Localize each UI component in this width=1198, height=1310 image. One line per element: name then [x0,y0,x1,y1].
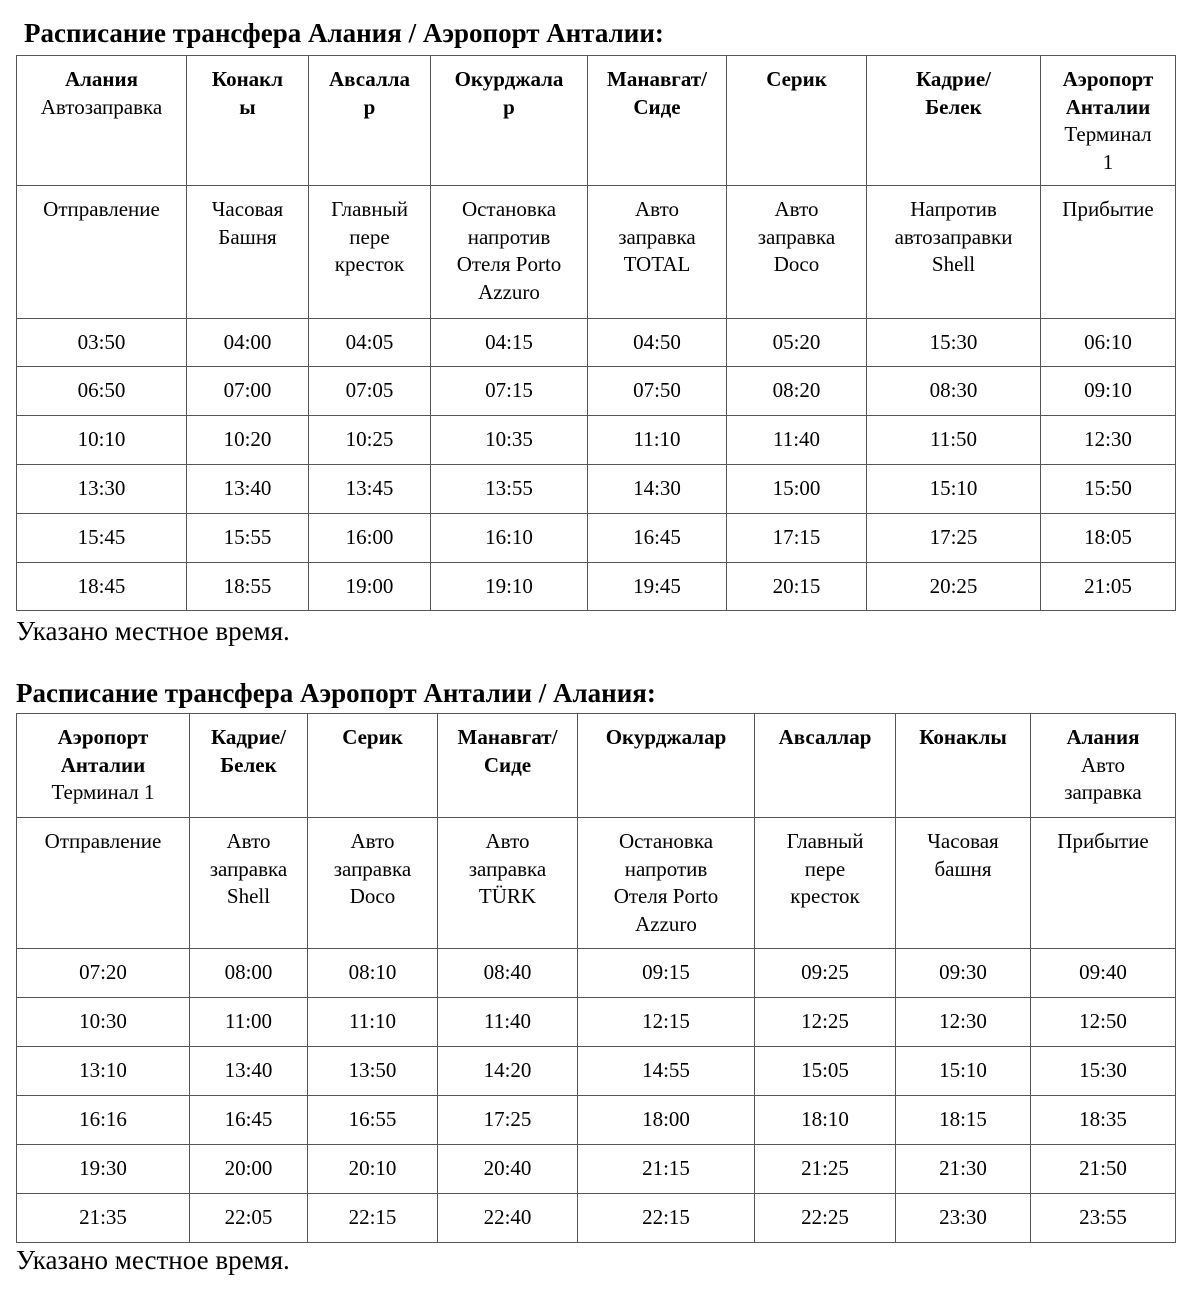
stop-cell [431,186,588,319]
column-header-name: Кадрие/ Белек [210,725,286,777]
column-header [187,56,309,186]
time-cell: 11:00 [190,998,308,1047]
time-cell: 05:20 [727,319,867,367]
stop-cell [1031,818,1176,949]
time-cell: 22:40 [438,1194,578,1243]
column-header [438,714,578,818]
schedule-title: Расписание трансфера Аэропорт Анталии / Алания: [16,678,656,708]
time-cell: 12:50 [1031,998,1176,1047]
time-cell: 21:35 [17,1194,190,1243]
column-header [1031,714,1176,818]
column-header-name: Алания [64,67,138,91]
stop-cell [1041,186,1176,319]
local-time-note: Указано местное время. [16,1245,290,1275]
time-cell: 19:10 [431,563,588,611]
time-cell: 20:25 [867,563,1041,611]
table-row [17,416,1176,465]
column-header-name: Серик [766,67,827,91]
time-cell: 15:55 [187,514,309,563]
time-cell: 09:15 [578,949,755,998]
time-cell: 15:05 [755,1047,896,1096]
column-header-sub: Терминал 1 [1064,122,1152,174]
time-cell: 22:05 [190,1194,308,1243]
time-cell: 20:40 [438,1145,578,1194]
table-row [17,465,1176,514]
stop-cell [867,186,1041,319]
time-cell: 11:50 [867,416,1041,465]
time-cell: 15:10 [867,465,1041,514]
column-header-name: Авсаллар [778,725,872,749]
stop-label: Авто заправка TOTAL [618,197,696,276]
stop-label: Прибытие [1057,829,1149,853]
table-row [17,367,1176,416]
stop-cell [309,186,431,319]
time-cell: 08:00 [190,949,308,998]
time-cell: 20:10 [308,1145,438,1194]
time-cell: 10:10 [17,416,187,465]
time-cell: 16:16 [17,1096,190,1145]
time-cell: 13:50 [308,1047,438,1096]
time-cell: 16:45 [190,1096,308,1145]
time-cell: 15:30 [867,319,1041,367]
time-cell: 22:15 [578,1194,755,1243]
time-cell: 04:50 [588,319,727,367]
stop-label: Главный пере кресток [331,197,408,276]
time-cell: 12:30 [896,998,1031,1047]
time-cell: 11:10 [308,998,438,1047]
time-cell: 22:15 [308,1194,438,1243]
stop-cell [755,818,896,949]
time-cell: 15:00 [727,465,867,514]
stop-label: Авто заправка TÜRK [468,829,547,908]
table-row [17,1047,1176,1096]
stop-cell [727,186,867,319]
time-cell: 21:50 [1031,1145,1176,1194]
column-header [867,56,1041,186]
column-header-name: Манавгат/ Сиде [607,67,707,119]
time-cell: 15:10 [896,1047,1031,1096]
time-cell: 07:15 [431,367,588,416]
time-cell: 10:20 [187,416,309,465]
column-header-sub: Авто заправка [1064,752,1142,804]
column-header-name: Авсалла р [328,67,411,119]
time-cell: 15:30 [1031,1047,1176,1096]
table-row [17,1194,1176,1243]
column-header-name: Аэропорт Анталии [57,725,149,777]
time-cell: 13:30 [17,465,187,514]
time-cell: 13:40 [187,465,309,514]
time-cell: 09:25 [755,949,896,998]
time-cell: 10:35 [431,416,588,465]
time-cell: 04:15 [431,319,588,367]
column-header [727,56,867,186]
time-cell: 17:25 [438,1096,578,1145]
time-cell: 18:15 [896,1096,1031,1145]
local-time-note: Указано местное время. [16,616,290,646]
time-cell: 15:45 [17,514,187,563]
stop-label: Главный пере кресток [786,829,864,908]
column-header [578,714,755,818]
time-cell: 16:55 [308,1096,438,1145]
time-cell: 10:25 [309,416,431,465]
schedule-title: Расписание трансфера Алания / Аэропорт Анталии: [24,18,664,48]
column-header [190,714,308,818]
stop-label: Авто заправка Doco [333,829,412,908]
table-row [17,998,1176,1047]
stop-label: Авто заправка Doco [757,197,836,276]
time-cell: 08:30 [867,367,1041,416]
time-cell: 22:25 [755,1194,896,1243]
stop-label: Остановка напротив Отеля Porto Azzuro [456,197,562,304]
column-header [17,56,187,186]
column-header-name: Окурджала р [454,67,564,119]
time-cell: 12:30 [1041,416,1176,465]
time-cell: 07:00 [187,367,309,416]
schedule-table [16,55,1176,611]
column-header [431,56,588,186]
column-header [308,714,438,818]
time-cell: 09:10 [1041,367,1176,416]
stop-label: Прибытие [1062,197,1154,221]
time-cell: 17:25 [867,514,1041,563]
time-cell: 20:15 [727,563,867,611]
time-cell: 21:30 [896,1145,1031,1194]
column-header-name: Аэропорт Анталии [1062,67,1154,119]
time-cell: 21:15 [578,1145,755,1194]
time-cell: 20:00 [190,1145,308,1194]
time-cell: 18:10 [755,1096,896,1145]
stop-cell [588,186,727,319]
time-cell: 13:40 [190,1047,308,1096]
time-cell: 08:10 [308,949,438,998]
time-cell: 18:35 [1031,1096,1176,1145]
time-cell: 19:00 [309,563,431,611]
time-cell: 08:40 [438,949,578,998]
time-cell: 11:40 [727,416,867,465]
time-cell: 12:15 [578,998,755,1047]
time-cell: 21:25 [755,1145,896,1194]
column-header [17,714,190,818]
time-cell: 11:10 [588,416,727,465]
time-cell: 10:30 [17,998,190,1047]
stop-cell [308,818,438,949]
time-cell: 03:50 [17,319,187,367]
time-cell: 11:40 [438,998,578,1047]
stop-label: Часовая башня [927,829,999,881]
header-row [17,56,1176,186]
stop-label: Отправление [44,829,162,853]
column-header [588,56,727,186]
column-header-name: Конаклы [919,725,1007,749]
time-cell: 06:10 [1041,319,1176,367]
time-cell: 09:40 [1031,949,1176,998]
time-cell: 09:30 [896,949,1031,998]
time-cell: 13:10 [17,1047,190,1096]
column-header-name: Алания [1066,725,1140,749]
stop-cell [17,818,190,949]
column-header-sub: Автозаправка [40,94,163,119]
table-row [17,563,1176,611]
time-cell: 15:50 [1041,465,1176,514]
stop-cell [190,818,308,949]
time-cell: 16:10 [431,514,588,563]
schedule-table [16,713,1176,1243]
time-cell: 04:00 [187,319,309,367]
stop-label: Часовая Башня [211,197,284,249]
column-header-name: Серик [342,725,403,749]
time-cell: 06:50 [17,367,187,416]
time-cell: 21:05 [1041,563,1176,611]
time-cell: 14:55 [578,1047,755,1096]
time-cell: 13:55 [431,465,588,514]
table-row [17,1096,1176,1145]
time-cell: 04:05 [309,319,431,367]
column-header-name: Кадрие/ Белек [915,67,991,119]
column-header [309,56,431,186]
time-cell: 18:45 [17,563,187,611]
time-cell: 18:00 [578,1096,755,1145]
stop-cell [187,186,309,319]
stops-row [17,818,1176,949]
table-row [17,514,1176,563]
stops-row [17,186,1176,319]
stop-cell [578,818,755,949]
time-cell: 07:05 [309,367,431,416]
time-cell: 07:20 [17,949,190,998]
time-cell: 17:15 [727,514,867,563]
time-cell: 13:45 [309,465,431,514]
time-cell: 14:20 [438,1047,578,1096]
stop-cell [896,818,1031,949]
stop-cell [438,818,578,949]
column-header-sub: Терминал 1 [51,780,155,804]
stop-label: Отправление [43,197,160,221]
column-header [896,714,1031,818]
table-row [17,319,1176,367]
time-cell: 07:50 [588,367,727,416]
stop-label: Авто заправка Shell [209,829,288,908]
column-header-name: Манавгат/ Сиде [457,725,558,777]
time-cell: 16:00 [309,514,431,563]
time-cell: 12:25 [755,998,896,1047]
table-row [17,1145,1176,1194]
column-header [1041,56,1176,186]
time-cell: 19:30 [17,1145,190,1194]
stop-label: Остановка напротив Отеля Porto Azzuro [613,829,719,936]
column-header-name: Конакл ы [211,67,284,119]
column-header-name: Окурджалар [605,725,727,749]
time-cell: 18:55 [187,563,309,611]
column-header [755,714,896,818]
time-cell: 23:30 [896,1194,1031,1243]
stop-label: Напротив автозаправки Shell [894,197,1013,276]
header-row [17,714,1176,818]
time-cell: 16:45 [588,514,727,563]
stop-cell [17,186,187,319]
time-cell: 19:45 [588,563,727,611]
time-cell: 08:20 [727,367,867,416]
time-cell: 14:30 [588,465,727,514]
time-cell: 23:55 [1031,1194,1176,1243]
table-row [17,949,1176,998]
time-cell: 18:05 [1041,514,1176,563]
